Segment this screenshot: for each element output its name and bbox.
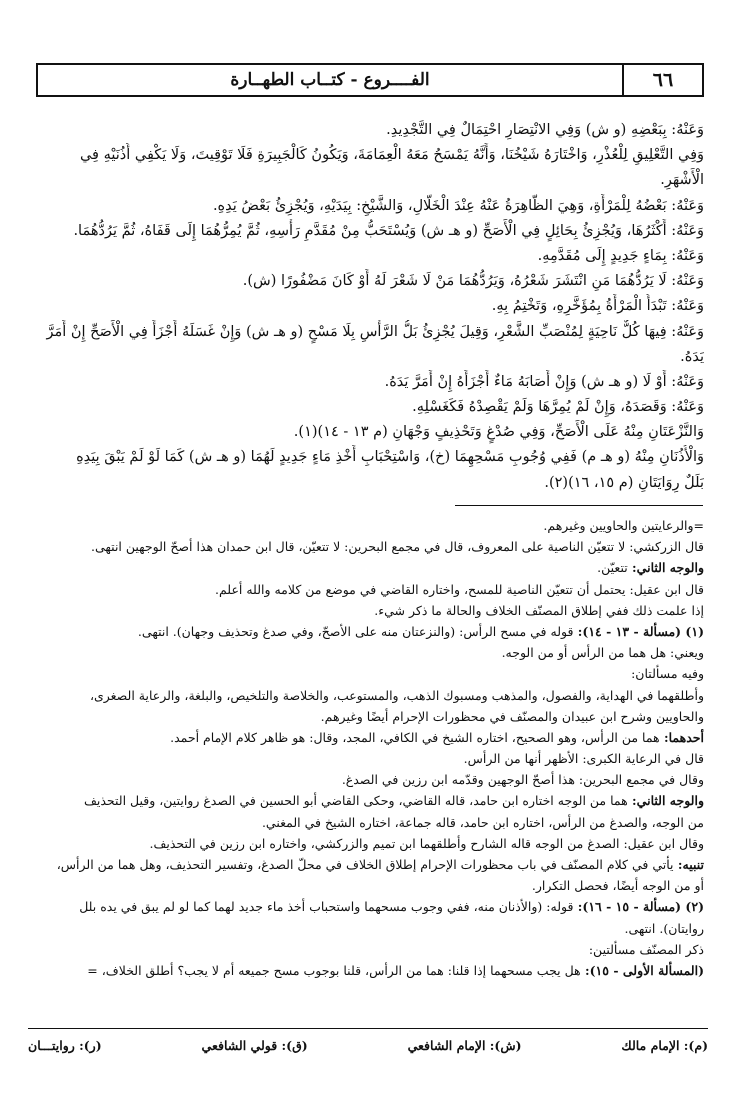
footnote-line [32,960,704,981]
page-header [36,63,704,97]
legend-malik: (م): الإمام مالك [621,1038,708,1053]
footnote-line [32,663,704,684]
footnote-divider [455,505,703,506]
main-line: وَعَنْهُ: بِبَعْضِهِ (و ش) وَفِي الانْتِصَارِ احْتِمَالٌ فِي التَّجْدِيدِ. [386,122,704,138]
footnote-text: تتعيّن. [597,560,628,576]
main-line: بَلَلٌ رِوَايَتَانِ (م ١٥، ١٦)(٢). [544,474,704,491]
footnote-text: هما من الوجه اختاره ابن حامد، قاله القاضي، وحكى القاضي أبو الحسين في الصدغ روايتين، وقيل التحذيف [83,793,628,809]
footnote-text: قال الزركشي: لا تتعيّن الناصية على المعروف، قال في مجمع البحرين: لا تتعيّن، قال ابن حمدان هذا أصحّ الوجهين انتهى. [91,539,704,555]
main-line: وَعَنْهُ: بَعْضُهُ لِلْمَرْأَةِ، وَهِيَ الظَّاهِرَةُ عَنْهُ عِنْدَ الْخَلَّالِ، وَالشَّيْخِ: بِيَدَيْهِ، وَيُجْزِئُ بَعْضُ يَدِهِ. [212,197,704,214]
footnote-text: قوله في مسح الرأس: (والنزعتان منه على الأصحّ، وفي صدغ وتحذيف وجهان). انتهى. [137,623,574,639]
footnote-lead: أحدهما: [659,729,704,745]
main-line: يَدَهُ. [680,348,704,365]
main-line: وَفِي التَّعْلِيقِ لِلْعُذْرِ، وَاخْتَارَهُ شَيْخُنَا، وَأَنَّهُ يَمْسَحُ مَعَهُ الْعِمَامَةَ، وَيَكُونُ كَالْجَبِيرَةِ فَلَا تَوْقِيتَ، وَلَا يَكْفِي أُذُنَيْهِ فِي [79,147,704,164]
footnote-text: ويعني: هل هما من الرأس أو من الوجه. [501,645,704,661]
footnote-text: وفيه مسألتان: [631,666,704,682]
footnote-line [32,515,704,536]
footnote-line [32,790,704,811]
footnote-text: قوله: (والأذنان منه، ففي وجوب مسحهما واستحباب أخذ ماء جديد لهما كما لو لم يبق في يده بلل [79,899,574,915]
abbreviations-legend [28,1038,708,1060]
footnote-line [32,727,704,748]
footnote-line [32,854,704,875]
main-line: وَعَنْهُ: فِيهَا كُلٌّ نَاحِيَةٍ لِمُنْصَبِّ الشَّعْرِ، وَقِيلَ يُجْزِئُ بَلُّ الرَّأْسِ بِلَا مَسْحٍ (و هـ ش) وَإِنْ غَسَلَهُ أَجْزَأَ فِي الْأَصَحِّ إِنْ أَمَرَّ [46,323,704,340]
footnote-text: أو من الوجه أيضًا، فحصل التكرار. [531,878,704,894]
footnote-line [32,579,704,600]
footnote-lead: والوجه الثاني: [627,560,704,576]
footnote-text: وقال ابن عقيل: الصدغ من الوجه قاله الشارح وأطلقهما ابن تميم والزركشي، واختاره ابن رزين في التحذيف. [149,835,704,851]
main-text [32,118,704,496]
footnote-line [32,557,704,578]
main-line: وَعَنْهُ: وَقَصَدَهُ، وَإِنْ لَمْ يُمِرَّهَا وَلَمْ يَقْصِدْهُ فَكَغَسْلِهِ. [412,399,704,416]
footnote-line [32,621,704,642]
footnote-text: هل يجب مسحهما إذا قلنا: هما من الرأس، قلنا بوجوب مسح جميعه أم لا يجب؟ أطلق الخلاف، = [87,962,581,978]
footnote-line [32,918,704,939]
footnote-lead: (١) (مسألة - ١٣ - ١٤): [573,623,704,639]
footnote-line [32,685,704,706]
footnote-text: ذكر المصنّف مسألتين: [588,941,704,957]
footnote-line [32,706,704,727]
main-line: وَالْأُذُنَانِ مِنْهُ (و هـ م) فَفِي وُجُوبِ مَسْحِهِمَا (خ)، وَاسْتِحْبَابِ أَخْذِ مَاءٍ جَدِيدٍ لَهُمَا (و هـ ش) كَمَا لَوْ لَمْ يَبْقَ بِيَدِهِ [76,449,704,466]
footnote-text: يأتي في كلام المصنّف في باب محظورات الإحرام إطلاق الخلاف في محلّ الصدغ، وتفسير التحذيف، وهل هما من الرأس، [56,857,674,872]
footnote-text: روايتان). انتهى. [624,920,704,936]
footnote-lead: (المسألة الأولى - ١٥): [580,962,704,978]
footnote-text: قال في الرعاية الكبرى: الأظهر أنها من الرأس. [463,751,704,767]
footnote-line [32,896,704,917]
chapter-title: الفــــروع - كتــاب الطهــارة [230,70,430,90]
footnote-text: قال ابن عقيل: يحتمل أن تتعيّن الناصية للمسح، واختاره القاضي في موضع من كلامه والله أعلم. [215,581,704,597]
legend-two-narrations: (ر): روايتـــان [28,1038,102,1053]
footnote-lead: والوجه الثاني: [627,793,704,809]
footnote-text: وأطلقهما في الهداية، والفصول، والمذهب ومسبوك الذهب، والمستوعب، والخلاصة والتلخيص، والبلغة، والرعاية الصغرى، [89,687,704,703]
footnote-line [32,600,704,621]
footnote-line [32,833,704,854]
footnote-text: من الوجه، والصدغ من الرأس، اختاره ابن حامد، قاله جماعة، اختاره الشيخ في المغني. [261,814,704,830]
footnote-line [32,812,704,833]
footer-divider [28,1028,708,1029]
footnote-line [32,642,704,663]
footnote-lead: (٢) (مسألة - ١٥ - ١٦): [573,899,704,915]
page-number: ٦٦ [622,65,702,95]
main-line: وَعَنْهُ: أَوْ لَا (و هـ ش) وَإِنْ أَصَابَهُ مَاءٌ أَجْزَأَهُ إِنْ أَمَرَّ يَدَهُ. [384,373,704,390]
footnote-text: إذا علمت ذلك ففي إطلاق المصنّف الخلاف والحالة ما ذكر شيء. [374,602,704,618]
footnote-text: وقال في مجمع البحرين: هذا أصحّ الوجهين وقدّمه ابن رزين في الصدغ. [341,772,704,788]
legend-shafii: (ش): الإمام الشافعي [407,1038,522,1053]
main-line: وَعَنْهُ: بِمَاءٍ جَدِيدٍ إِلَى مُقَدَّمِهِ. [537,247,704,264]
footnote-text: =والرعايتين والحاويين وغيرهم. [543,518,704,533]
footnote-text: هما من الرأس، وهو الصحيح، اختاره الشيخ في الكافي، المجد، وقال: هو ظاهر كلام الإمام أحمد. [170,729,660,745]
main-line: وَعَنْهُ: أَكْثَرُهَا، وَيُجْزِئُ بِحَائِلٍ فِي الْأَصَحِّ (و هـ ش) وَيُسْتَحَبُّ مِنْ مُقَدَّمِ رَأْسِهِ، ثُمَّ يُمِرُّهُمَا إِلَى قَفَاهُ، ثُمَّ يَرُدُّهُمَا. [73,222,704,239]
legend-shafii-two-opinions: (ق): قولي الشافعي [201,1038,308,1053]
footnote-line [32,536,704,557]
main-line: وَعَنْهُ: تَبْدَأُ الْمَرْأَةُ بِمُؤَخَّرِهِ، وَتَخْتِمُ بِهِ. [491,298,704,315]
main-line: وَعَنْهُ: لَا يَرُدُّهُمَا مَنِ انْتَشَرَ شَعْرُهُ، وَيَرُدُّهُمَا مَنْ لَا شَعْرَ لَهُ أَوْ كَانَ مَضْفُورًا (ش). [242,273,704,290]
footnote-line [32,939,704,960]
main-line: وَالنَّزْعَتَانِ مِنْهُ عَلَى الْأَصَحِّ، وَفِي صُدْغٍ وَتَحْذِيفٍ وَجْهَانِ (م ١٣ - ١٤)(١). [293,424,704,441]
footnote-text: والحاويين وشرح ابن عبيدان والمصنّف في محظورات الإحرام أيضًا وغيرهم. [320,708,704,724]
footnote-line [32,875,704,896]
footnote-line [32,748,704,769]
footnote-lead: تنبيه: [673,857,704,872]
footnotes [32,515,704,981]
main-line: الْأَشْهَرِ. [660,172,704,189]
footnote-line [32,769,704,790]
